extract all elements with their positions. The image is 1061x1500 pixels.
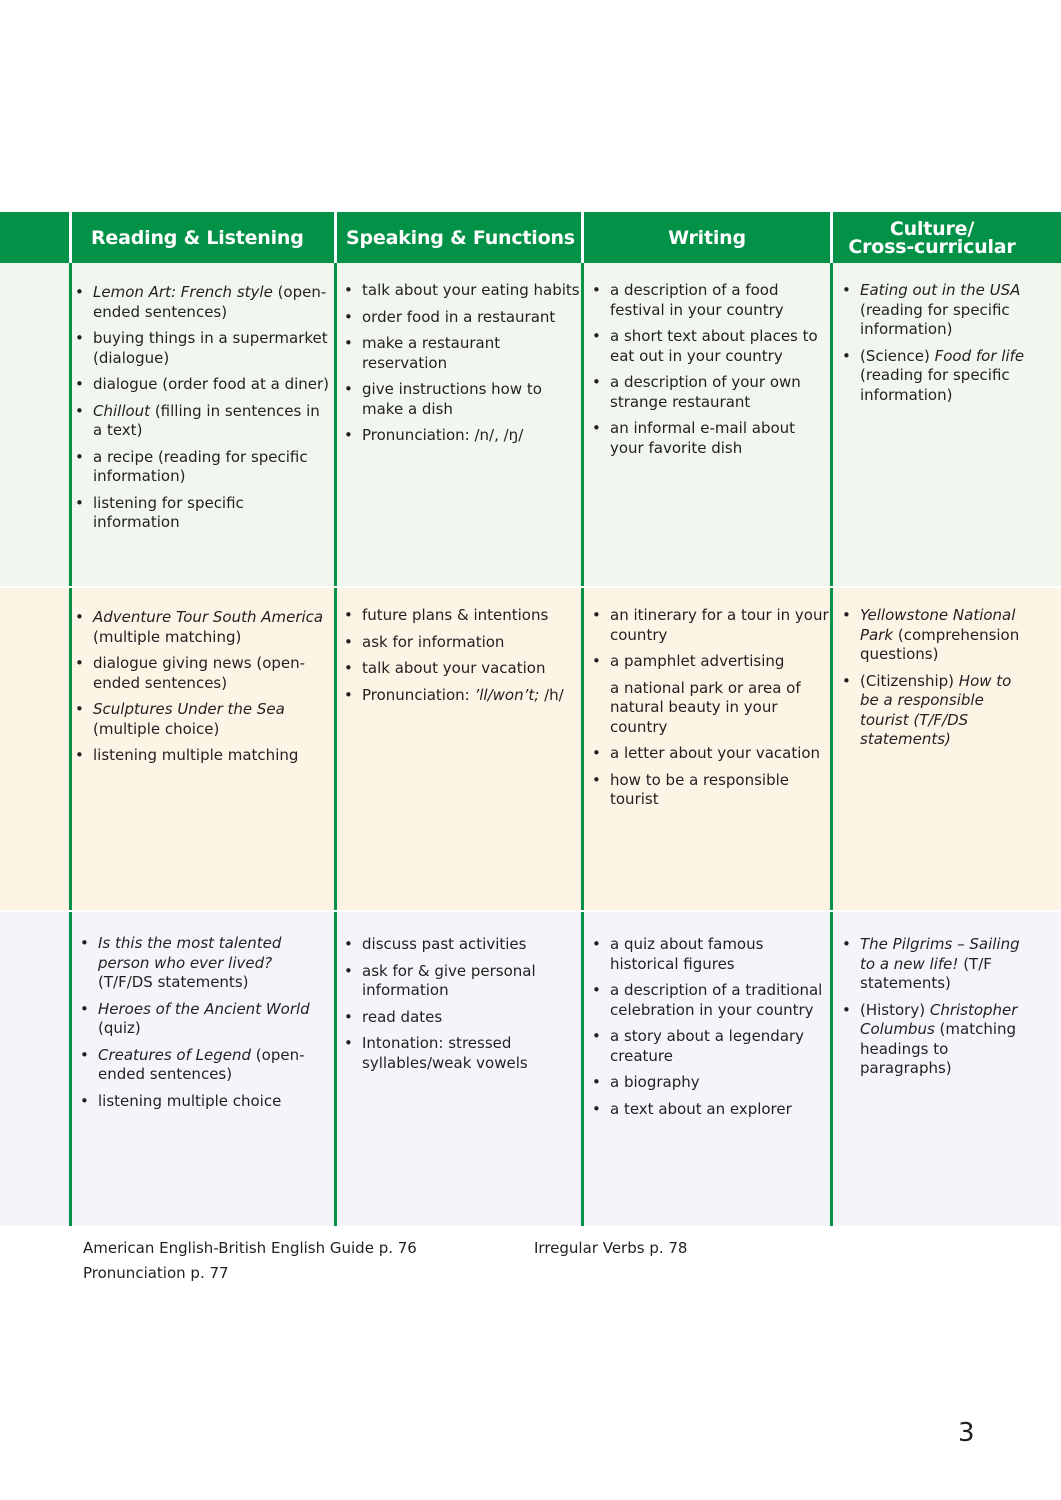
list-item [73,448,331,487]
list-item: • a short text about places to eat out in your country [590,327,830,366]
column-divider [581,912,584,1226]
list-item: • a story about a legendary creature [590,1027,830,1066]
list-item-text: (multiple matching) [93,627,242,646]
list-item [78,1092,331,1112]
bullet-list [840,281,1030,405]
cell-writing [590,935,830,1126]
list-item [840,606,1030,665]
footer-pronunciation-ref: Pronunciation p. 77 [83,1264,229,1282]
column-divider [69,263,72,586]
list-item-title: Chillout [93,401,151,420]
list-item [78,1046,331,1085]
syllabus-table [0,212,1061,1226]
list-item-title: ’ll/won’t; [474,685,540,704]
header-culture-line1: Culture/ [889,217,975,240]
list-item [73,402,331,441]
column-divider [581,588,584,910]
list-item: • Intonation: stressed syllables/weak vowels [342,1034,580,1073]
list-item-text: a national park or area of natural beauty in your country [610,678,801,736]
list-item-text: (open-ended sentences) [93,283,327,321]
header-speaking: Speaking & Functions [346,226,575,249]
list-item [590,744,830,764]
table-body [0,263,1061,1226]
list-item-text: dialogue (order food at a diner) [93,375,330,393]
list-item-text: buying things in a supermarket (dialogue) [93,329,328,367]
list-item-text: a pamphlet advertising [610,652,785,670]
list-item-text: listening multiple choice [98,1091,282,1110]
page-number: 3 [958,1418,975,1448]
list-item-text: (quiz) [98,1019,141,1037]
table-row [0,263,1061,586]
list-item-text: (comprehension questions) [860,625,1020,663]
list-item-text: a recipe (reading for specific information) [93,447,308,485]
list-item-text: (reading for specific information) [860,300,1010,338]
column-divider [830,263,833,586]
cell-speaking [342,281,580,453]
column-divider [830,588,833,910]
footer-right [534,1236,687,1261]
list-item-title: Adventure Tour South America [93,608,324,626]
list-item-title: Christopher Columbus [860,1000,1018,1038]
bullet-list [840,935,1030,1079]
list-item-title: How to be a responsible tourist (T/F/DS statements) [860,671,1012,748]
list-item: • discuss past activities [342,935,580,955]
list-item: • Pronunciation: /n/, /ŋ/ [342,426,580,446]
list-item-title: Creatures of Legend [98,1045,252,1064]
list-item [342,686,580,706]
list-item-title: Food for life [934,346,1025,365]
list-item [590,606,830,645]
cell-culture [840,281,1030,412]
list-item-text: (filling in sentences in a text) [93,401,320,439]
list-item [78,934,331,993]
footer-guide-ref: American English-British English Guide p. 76 [83,1239,417,1257]
table-row [0,912,1061,1226]
cell-reading [78,934,331,1118]
list-item-text: (T/F/DS statements) [98,973,249,991]
column-divider [69,588,72,910]
list-item-text: dialogue giving news (open-ended sentences) [93,654,306,692]
list-item: • a biography [590,1073,830,1093]
list-item-prefix: (Science) [860,346,935,365]
list-item-title: Eating out in the USA [860,281,1021,299]
list-item-text: a letter about your vacation [610,744,821,762]
list-item [73,608,331,647]
list-item-text: listening for specific information [93,493,244,531]
list-item: • ask for information [342,633,580,653]
list-item: • a text about an explorer [590,1100,830,1120]
list-item-text: (matching headings to paragraphs) [860,1020,1017,1077]
bullet-list [840,606,1030,750]
list-item [840,672,1030,750]
cell-writing [590,281,830,465]
bullet-list [73,283,331,533]
list-item: • talk about your vacation [342,659,580,679]
bullet-list [342,281,580,446]
list-item: • read dates [342,1008,580,1028]
list-item [73,700,331,739]
list-item-text: (multiple choice) [93,719,220,738]
list-item: • future plans & intentions [342,606,580,626]
list-item [73,329,331,368]
list-item-text: (open-ended sentences) [98,1045,305,1083]
list-item: • an informal e-mail about your favorite dish [590,419,830,458]
list-item: • a description of a traditional celebration in your country [590,981,830,1020]
list-item [73,494,331,533]
list-item-text: /h/ [539,685,564,704]
column-divider [581,263,584,586]
cell-speaking [342,606,580,712]
footer-left [83,1236,417,1286]
column-divider [334,263,337,586]
list-item [840,347,1030,406]
bullet-list [590,606,830,810]
header-writing: Writing [668,226,746,249]
column-divider [69,912,72,1226]
cell-reading [73,283,331,540]
list-item [73,746,331,766]
header-culture [833,212,1031,263]
column-divider [830,912,833,1226]
list-item-prefix: Pronunciation: [362,685,475,704]
list-item-text: (reading for specific information) [860,366,1010,404]
bullet-list [342,606,580,705]
column-divider [334,912,337,1226]
list-item [73,654,331,693]
list-item-title: Sculptures Under the Sea [93,700,285,718]
list-item-title: Yellowstone National Park [860,606,1016,644]
list-item: • a description of a food festival in your country [590,281,830,320]
list-item-title: Heroes of the Ancient World [98,999,310,1018]
list-item: • give instructions how to make a dish [342,380,580,419]
cell-culture [840,606,1030,757]
list-item-text: an itinerary for a tour in your country [610,606,829,644]
list-item [840,281,1030,340]
list-item [73,375,331,395]
list-item: • a description of your own strange restaurant [590,373,830,412]
list-item [840,935,1030,994]
list-item-title: Lemon Art: French style [93,283,273,301]
list-item [840,1001,1030,1079]
list-item-title: Is this the most talented person who ever lived? [98,934,282,972]
table-header [0,212,1061,263]
list-item [78,1000,331,1039]
bullet-list [73,608,331,766]
list-item [73,283,331,322]
list-item-title: The Pilgrims – Sailing to a new life! [860,935,1020,973]
list-item: • order food in a restaurant [342,308,580,328]
list-item-text: (T/F statements) [860,954,992,992]
bullet-list [590,281,830,458]
list-item: • ask for & give personal information [342,962,580,1001]
list-item: • talk about your eating habits [342,281,580,301]
cell-speaking [342,935,580,1080]
cell-culture [840,935,1030,1086]
header-reading: Reading & Listening [91,226,304,249]
header-divider [334,212,337,263]
bullet-list [342,935,580,1073]
list-item-prefix: (History) [860,1000,930,1019]
footer-verbs-ref: Irregular Verbs p. 78 [534,1239,688,1257]
column-divider [334,588,337,910]
list-item-text: listening multiple matching [93,746,299,764]
bullet-list [590,935,830,1119]
header-culture-line2: Cross-curricular [848,235,1016,258]
table-row [0,588,1061,910]
list-item-prefix: (Citizenship) [860,671,959,690]
list-item [590,771,830,810]
list-item-text: how to be a responsible tourist [610,770,790,808]
list-item [590,652,830,672]
cell-writing [590,606,830,817]
list-item [590,679,830,738]
header-divider [69,212,72,263]
list-item: • a quiz about famous historical figures [590,935,830,974]
list-item: • make a restaurant reservation [342,334,580,373]
cell-reading [73,608,331,773]
bullet-list [78,934,331,1111]
